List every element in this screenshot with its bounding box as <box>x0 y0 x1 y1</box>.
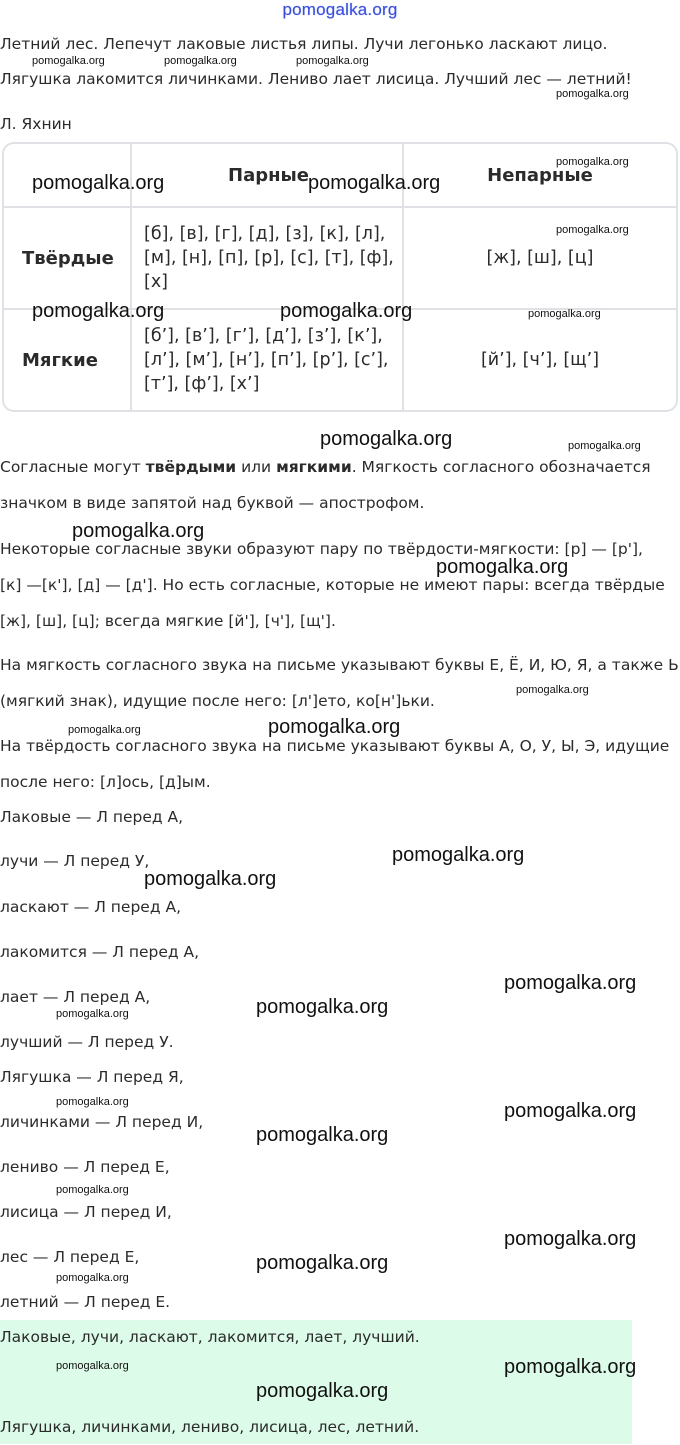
watermark: pomogalka.org <box>504 1356 637 1378</box>
watermark: pomogalka.org <box>56 1272 129 1284</box>
table-header-unpaired: Непарные <box>404 144 676 208</box>
watermark: pomogalka.org <box>68 724 141 736</box>
watermark: pomogalka.org <box>32 55 105 67</box>
watermark: pomogalka.org <box>504 1228 637 1250</box>
watermark: pomogalka.org <box>256 1380 389 1402</box>
theory-p2-line-2: [к] —[к'], [д] — [д']. Но есть согласные, которые не имеют пары: всегда твёрдые <box>0 576 665 594</box>
hard-paired-line: [м], [н], [п], [р], [с], [т], [ф], <box>144 248 394 268</box>
watermark: pomogalka.org <box>256 1124 389 1146</box>
list-item: лает — Л перед А, <box>0 988 151 1006</box>
hard-paired-line: [б], [в], [г], [д], [з], [к], [л], <box>144 224 386 244</box>
watermark: pomogalka.org <box>144 868 277 890</box>
list-item: Лаковые — Л перед А, <box>0 808 184 826</box>
text-fragment: . Мягкость согласного обозначается <box>351 458 651 476</box>
watermark: pomogalka.org <box>32 172 165 194</box>
site-logo[interactable]: pomogalka.org <box>282 0 398 19</box>
hard-unpaired-cell: [ж], [ш], [ц] <box>404 208 676 310</box>
theory-p3-line-2: (мягкий знак), идущие после него: [л']ето, ко[н']ьки. <box>0 692 435 710</box>
soft-paired-line: [л’], [м’], [н’], [п’], [р’], [с’], <box>144 350 389 370</box>
table-row-soft <box>4 310 676 410</box>
poem-line-2: Лягушка лакомится личинками. Лениво лает лисица. Лучший лес — летний! <box>0 70 632 88</box>
list-item: лучи — Л перед У, <box>0 852 150 870</box>
theory-p4-line-2: после него: [л]ось, [д]ым. <box>0 773 211 791</box>
theory-p1-line-2: значком в виде запятой над буквой — апострофом. <box>0 494 425 512</box>
watermark: pomogalka.org <box>556 156 629 168</box>
soft-paired-line: [б’], [в’], [г’], [д’], [з’], [к’], <box>144 326 383 346</box>
table-header-paired: Парные <box>132 144 404 208</box>
watermark: pomogalka.org <box>56 1008 129 1020</box>
hard-paired-cell <box>132 208 404 310</box>
watermark: pomogalka.org <box>320 428 453 450</box>
watermark: pomogalka.org <box>436 556 569 578</box>
answer-line-2: Лягушка, личинками, лениво, лисица, лес, летний. <box>0 1418 420 1436</box>
list-item: лес — Л перед Е, <box>0 1248 140 1266</box>
watermark: pomogalka.org <box>56 1184 129 1196</box>
poem-author: Л. Яхнин <box>0 115 72 133</box>
watermark: pomogalka.org <box>32 300 165 322</box>
watermark: pomogalka.org <box>56 1360 129 1372</box>
theory-p1-line-1 <box>0 449 680 485</box>
watermark: pomogalka.org <box>56 1096 129 1108</box>
watermark: pomogalka.org <box>296 55 369 67</box>
text-fragment: или <box>236 458 277 476</box>
soft-paired-cell <box>132 310 404 410</box>
theory-p2-line-1: Некоторые согласные звуки образуют пару по твёрдости-мягкости: [р] — [р'], <box>0 540 643 558</box>
list-item: Лягушка — Л перед Я, <box>0 1068 184 1086</box>
list-item: лучший — Л перед У. <box>0 1033 174 1051</box>
watermark: pomogalka.org <box>528 308 601 320</box>
watermark: pomogalka.org <box>72 520 205 542</box>
watermark: pomogalka.org <box>280 300 413 322</box>
watermark: pomogalka.org <box>256 1252 389 1274</box>
watermark: pomogalka.org <box>516 684 589 696</box>
watermark: pomogalka.org <box>268 716 401 738</box>
bold-term: твёрдыми <box>145 458 237 476</box>
watermark: pomogalka.org <box>504 972 637 994</box>
list-item: ласкают — Л перед А, <box>0 898 182 916</box>
row-label-soft: Мягкие <box>4 310 132 410</box>
watermark: pomogalka.org <box>392 844 525 866</box>
list-item: личинками — Л перед И, <box>0 1113 204 1131</box>
theory-p2-line-3: [ж], [ш], [ц]; всегда мягкие [й'], [ч'], [щ']. <box>0 612 336 630</box>
text-fragment: Согласные могут <box>0 458 146 476</box>
theory-p3-line-1: На мягкость согласного звука на письме указывают буквы Е, Ё, И, Ю, Я, а также Ь <box>0 656 679 674</box>
list-item: лакомится — Л перед А, <box>0 943 200 961</box>
watermark: pomogalka.org <box>504 1100 637 1122</box>
watermark: pomogalka.org <box>556 224 629 236</box>
soft-unpaired-cell: [й’], [ч’], [щ’] <box>480 350 600 370</box>
list-item: лениво — Л перед Е, <box>0 1158 170 1176</box>
poem-line-1: Летний лес. Лепечут лаковые листья липы. Лучи легонько ласкают лицо. <box>0 35 608 53</box>
soft-paired-line: [т’], [ф’], [х’] <box>144 374 260 394</box>
watermark: pomogalka.org <box>308 172 441 194</box>
answer-line-1: Лаковые, лучи, ласкают, лакомится, лает, лучший. <box>0 1328 420 1346</box>
watermark: pomogalka.org <box>556 88 629 100</box>
bold-term: мягкими <box>276 458 352 476</box>
row-label-hard: Твёрдые <box>4 208 132 310</box>
watermark: pomogalka.org <box>256 996 389 1018</box>
watermark: pomogalka.org <box>164 55 237 67</box>
theory-p4-line-1: На твёрдость согласного звука на письме указывают буквы А, О, У, Ы, Э, идущие <box>0 737 670 755</box>
list-item: лисица — Л перед И, <box>0 1203 172 1221</box>
list-item: летний — Л перед Е. <box>0 1293 171 1311</box>
watermark: pomogalka.org <box>568 440 641 452</box>
hard-paired-line: [х] <box>144 272 169 292</box>
